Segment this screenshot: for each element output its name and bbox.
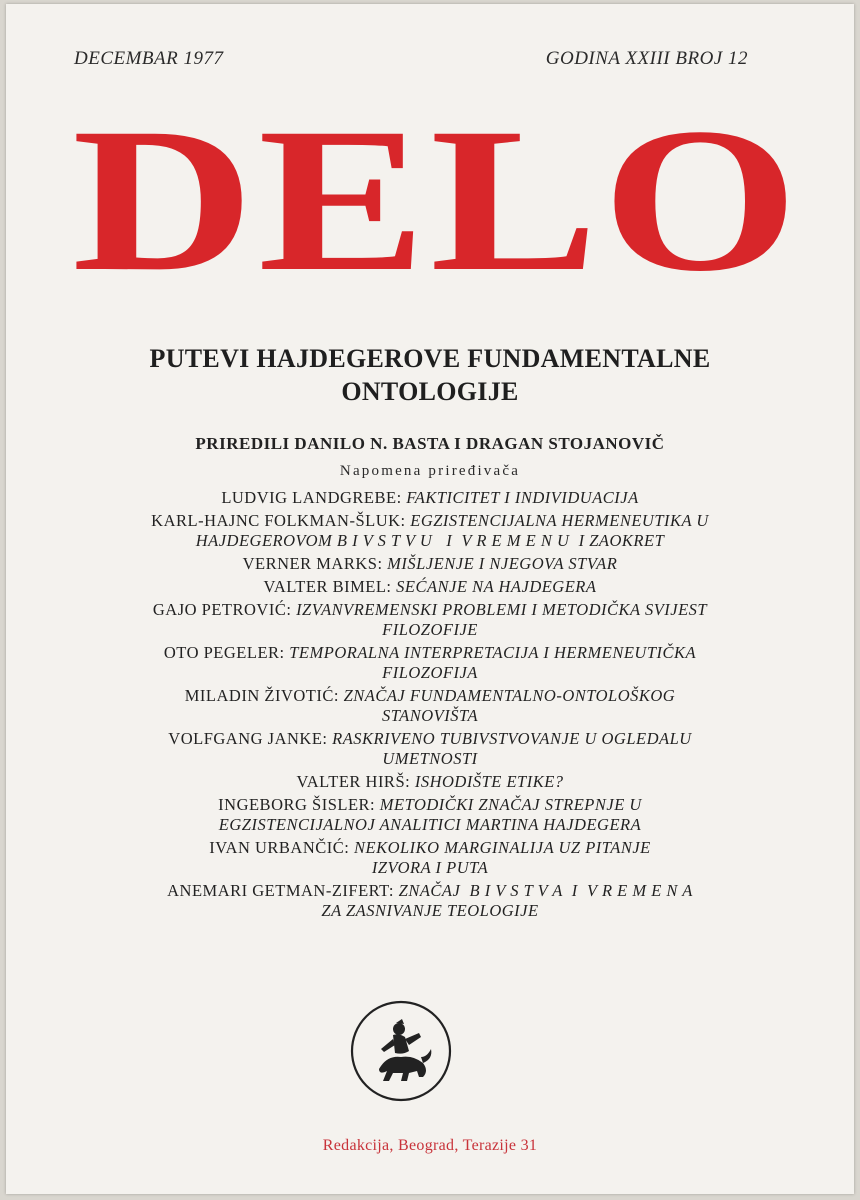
editors-line: PRIREDILI DANILO N. BASTA I DRAGAN STOJANOVIČ	[195, 434, 665, 453]
entry-title-continued: UMETNOSTI	[382, 749, 478, 768]
entry-author: VALTER HIRŠ:	[296, 772, 411, 791]
entry-author: VERNER MARKS:	[242, 554, 383, 573]
contents-entry	[46, 643, 814, 683]
entry-title: ZNAČAJ B I V S T V A I V R E M E N A	[398, 881, 693, 900]
contents-entry	[46, 729, 814, 769]
contents-entry	[46, 772, 814, 792]
entry-title: FAKTICITET I INDIVIDUACIJA	[406, 488, 639, 507]
entry-author: IVAN URBANČIĆ:	[209, 838, 350, 857]
entry-title: MIŠLJENJE I NJEGOVA STVAR	[387, 554, 618, 573]
entry-author: INGEBORG ŠISLER:	[218, 795, 376, 814]
contents-entry	[46, 686, 814, 726]
entry-author: VOLFGANG JANKE:	[168, 729, 328, 748]
entry-author: GAJO PETROVIĆ:	[152, 600, 292, 619]
entry-title: METODIČKI ZNAČAJ STREPNJE U	[379, 795, 642, 814]
entry-title-continued: HAJDEGEROVOM B I V S T V U I V R E M E N U I ZAOKRET	[195, 531, 665, 550]
contents-entry	[46, 600, 814, 640]
contents-entry	[46, 554, 814, 574]
entry-title: ZNAČAJ FUNDAMENTALNO-ONTOLOŠKOG	[343, 686, 676, 705]
publisher-address: Redakcija, Beograd, Terazije 31	[322, 1137, 538, 1154]
entry-title: SEĆANJE NA HAJDEGERA	[396, 577, 597, 596]
entry-author: MILADIN ŽIVOTIĆ:	[184, 686, 339, 705]
entry-author: VALTER BIMEL:	[263, 577, 392, 596]
entry-title: EGZISTENCIJALNA HERMENEUTIKA U	[410, 511, 709, 530]
issue-date: DECEMBAR 1977	[74, 48, 224, 69]
contents-entry	[46, 511, 814, 551]
entry-title-continued: IZVORA I PUTA	[371, 858, 489, 877]
contents-entry	[46, 577, 814, 597]
publisher-emblem-icon	[349, 999, 453, 1103]
entry-author: OTO PEGELER:	[163, 643, 285, 662]
issue-theme	[6, 342, 854, 408]
entry-title-continued: EGZISTENCIJALNOJ ANALITICI MARTINA HAJDEGERA	[218, 815, 642, 834]
entry-title-continued: STANOVIŠTA	[381, 706, 479, 725]
entry-title-continued: FILOZOFIJE	[382, 620, 478, 639]
entry-title: RASKRIVENO TUBIVSTVOVANJE U OGLEDALU	[332, 729, 692, 748]
contents-entry	[46, 881, 814, 921]
contents-entry	[46, 838, 814, 878]
entry-title: TEMPORALNA INTERPRETACIJA I HERMENEUTIČKA	[289, 643, 697, 662]
entry-author: ANEMARI GETMAN-ZIFERT:	[167, 881, 395, 900]
entry-title: ISHODIŠTE ETIKE?	[414, 772, 564, 791]
issue-theme-line1: PUTEVI HAJDEGEROVE FUNDAMENTALNE	[149, 344, 711, 373]
contents-entry	[46, 488, 814, 508]
entry-author: LUDVIG LANDGREBE:	[221, 488, 402, 507]
editors-note: Napomena priređivača	[339, 463, 521, 479]
magazine-cover	[6, 4, 854, 1194]
entry-author: KARL-HAJNC FOLKMAN-ŠLUK:	[151, 511, 406, 530]
entry-title: NEKOLIKO MARGINALIJA UZ PITANJE	[353, 838, 651, 857]
issue-theme-line2: ONTOLOGIJE	[341, 377, 519, 406]
table-of-contents	[46, 488, 814, 924]
entry-title: IZVANVREMENSKI PROBLEMI I METODIČKA SVIJEST	[296, 600, 708, 619]
entry-title-continued: ZA ZASNIVANJE TEOLOGIJE	[321, 901, 539, 920]
entry-title-continued: FILOZOFIJA	[382, 663, 478, 682]
magazine-title: DELO	[72, 84, 803, 315]
contents-entry	[46, 795, 814, 835]
issue-number: GODINA XXIII BROJ 12	[545, 48, 748, 69]
